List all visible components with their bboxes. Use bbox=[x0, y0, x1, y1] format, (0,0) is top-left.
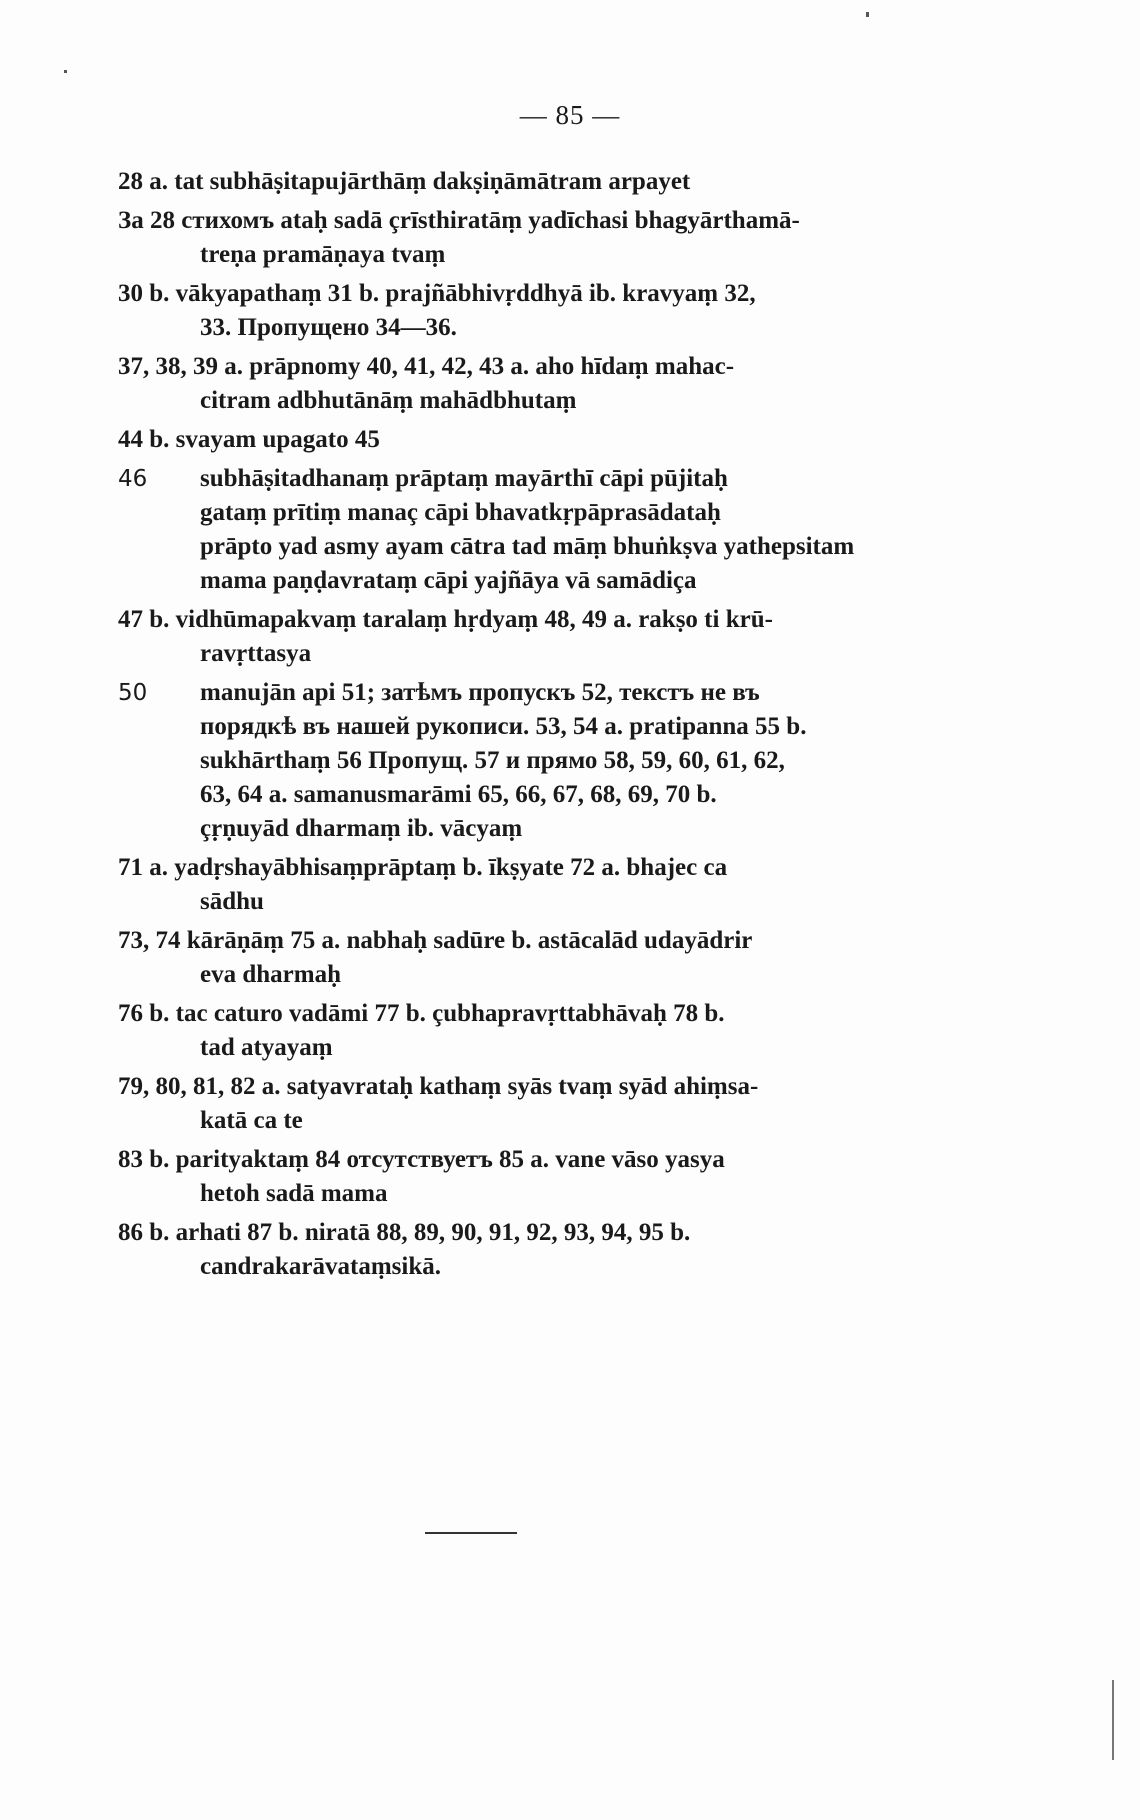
entry-line: За 28 стихомъ ataḥ sadā çrīsthiratāṃ yadīchasi bhagyārthamā- bbox=[118, 207, 800, 234]
entry-4 bbox=[118, 423, 918, 457]
entries-list bbox=[118, 165, 918, 1289]
entry-line: sādhu bbox=[200, 888, 264, 915]
entry-8 bbox=[118, 851, 918, 919]
page-number: — 85 — bbox=[519, 100, 621, 130]
entry-line: ravṛttasya bbox=[200, 640, 312, 667]
entry-line: 79, 80, 81, 82 a. satyavrataḥ kathaṃ syās tvaṃ syād ahiṃsa- bbox=[118, 1073, 759, 1100]
entry-11 bbox=[118, 1070, 918, 1138]
entry-line: manujān api 51; затѣмъ пропускъ 52, текстъ не въ bbox=[200, 679, 760, 706]
entry-5 bbox=[118, 462, 918, 598]
entry-1 bbox=[118, 204, 918, 272]
scan-speck bbox=[64, 70, 67, 73]
scan-speck bbox=[1112, 1680, 1114, 1760]
entry-line: 63, 64 a. samanusmarāmi 65, 66, 67, 68, 69, 70 b. bbox=[200, 781, 717, 808]
entry-12 bbox=[118, 1143, 918, 1211]
entry-line: порядкѣ въ нашей рукописи. 53, 54 a. pratipanna 55 b. bbox=[200, 713, 807, 740]
entry-line: sukhārthaṃ 56 Пропущ. 57 и прямо 58, 59, 60, 61, 62, bbox=[200, 747, 785, 774]
entry-2 bbox=[118, 277, 918, 345]
entry-line: katā ca te bbox=[200, 1107, 303, 1134]
entry-9 bbox=[118, 924, 918, 992]
entry-13 bbox=[118, 1216, 918, 1284]
entry-line: 37, 38, 39 a. prāpnomy 40, 41, 42, 43 a. aho hīdaṃ mahac- bbox=[118, 353, 735, 380]
entry-line: hetoh sadā mama bbox=[200, 1180, 388, 1207]
entry-line: 86 b. arhati 87 b. niratā 88, 89, 90, 91, 92, 93, 94, 95 b. bbox=[118, 1219, 691, 1246]
entry-line: subhāṣitadhanaṃ prāptaṃ mayārthī cāpi pūjitaḥ bbox=[200, 465, 728, 492]
scan-speck bbox=[866, 12, 869, 17]
entry-line: 71 a. yadṛshayābhisaṃprāptaṃ b. īkṣyate 72 a. bhajec ca bbox=[118, 854, 728, 881]
entry-0 bbox=[118, 165, 918, 199]
entry-10 bbox=[118, 997, 918, 1065]
entry-line: 76 b. tac caturo vadāmi 77 b. çubhapravṛttabhāvaḥ 78 b. bbox=[118, 1000, 725, 1027]
entry-line: 73, 74 kārāṇāṃ 75 a. nabhaḥ sadūre b. astācalād udayādrir bbox=[118, 927, 753, 954]
entry-number: 50 bbox=[118, 680, 148, 706]
entry-line: 83 b. parityaktaṃ 84 отсутствуетъ 85 a. vane vāso yasya bbox=[118, 1146, 725, 1173]
entry-line: prāpto yad asmy ayam cātra tad māṃ bhuṅkṣva yathepsitam bbox=[200, 533, 855, 560]
entry-6 bbox=[118, 603, 918, 671]
entry-line: 44 b. svayam upagato 45 bbox=[118, 426, 380, 453]
closing-rule bbox=[425, 1532, 517, 1534]
entry-line: candrakarāvataṃsikā. bbox=[200, 1253, 441, 1280]
entry-line: çṛṇuyād dharmaṃ ib. vācyaṃ bbox=[200, 815, 523, 842]
entry-line: 30 b. vākyapathaṃ 31 b. prajñābhivṛddhyā ib. kravyaṃ 32, bbox=[118, 280, 756, 307]
entry-line: citram adbhutānāṃ mahādbhutaṃ bbox=[200, 387, 577, 414]
entry-number: 46 bbox=[118, 466, 148, 492]
entry-line: eva dharmaḥ bbox=[200, 961, 341, 988]
entry-line: 28 a. tat subhāṣitapujārthāṃ dakṣiṇāmātram arpayet bbox=[118, 168, 691, 195]
entry-line: mama paṇḍavrataṃ cāpi yajñāya vā samādiça bbox=[200, 567, 697, 594]
entry-line: treṇa pramāṇaya tvaṃ bbox=[200, 241, 446, 268]
entry-line: tad atyayaṃ bbox=[200, 1034, 333, 1061]
entry-3 bbox=[118, 350, 918, 418]
entry-7 bbox=[118, 676, 918, 846]
entry-line: 47 b. vidhūmapakvaṃ taralaṃ hṛdyaṃ 48, 49 a. rakṣo ti krū- bbox=[118, 606, 773, 633]
entry-line: 33. Пропущено 34—36. bbox=[200, 314, 457, 341]
entry-line: gataṃ prītiṃ manaç cāpi bhavatkṛpāprasādataḥ bbox=[200, 499, 721, 526]
